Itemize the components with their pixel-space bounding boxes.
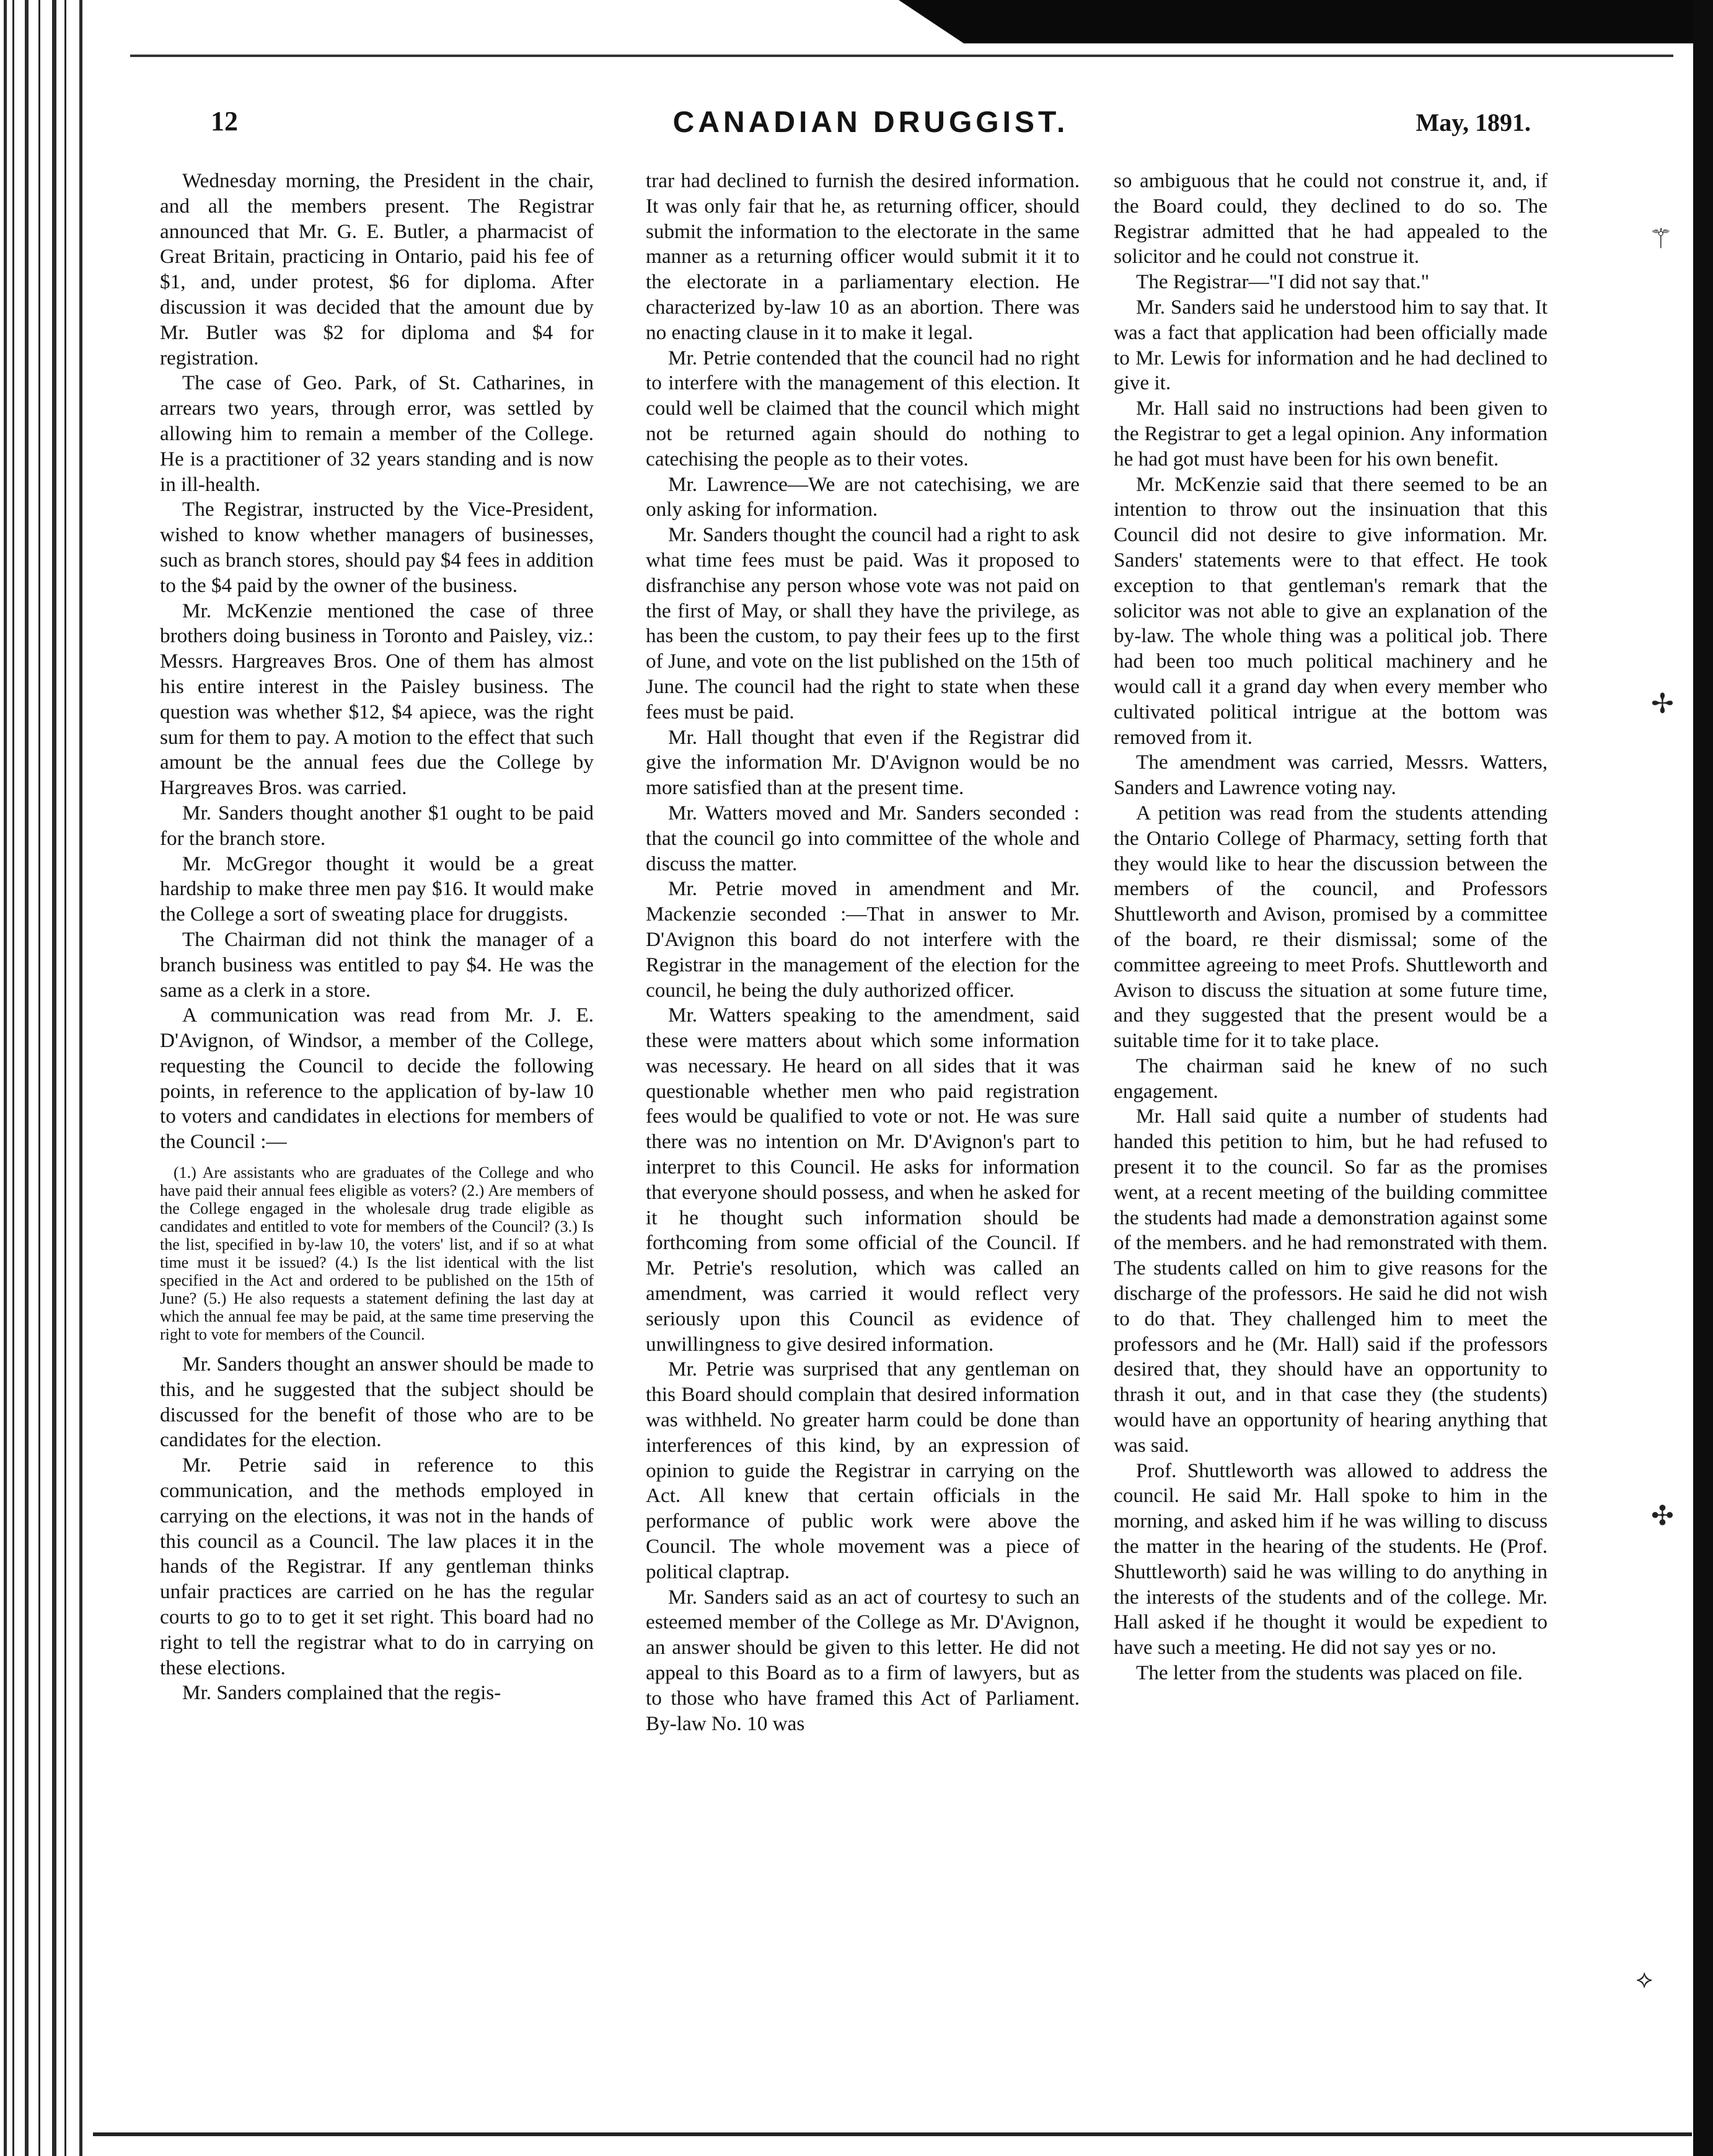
article-paragraph: Mr. Hall thought that even if the Registrar did give the information Mr. D'Avignon would be no more satisfied than at the present time. [646,725,1080,800]
scan-corner-shadow [899,0,1713,43]
article-paragraph: The case of Geo. Park, of St. Catharines, in arrears two years, through error, was settled by allowing him to remain a member of the College. He is a practitioner of 32 years standing and is now in ill-health. [160,371,594,496]
article-paragraph: Mr. Sanders thought an answer should be made to this, and he suggested that the subject should be discussed for the benefit of those who are to be candidates for the election. [160,1353,594,1452]
margin-ornament-icon: ✣ [1651,1500,1674,1532]
journal-title: CANADIAN DRUGGIST. [672,106,1069,139]
bottom-rule [93,2132,1692,2136]
article-paragraph: Mr. Sanders said he understood him to say that. It was a fact that application had been officially made to Mr. Lewis for information and he had declined to give it. [1114,295,1548,395]
article-paragraph: Mr. Watters moved and Mr. Sanders seconded : that the council go into committee of the whole and discuss the matter. [646,801,1080,875]
article-paragraph: Mr. Lawrence—We are not catechising, we are only asking for information. [646,472,1080,521]
text-column-3 [1114,169,1548,1686]
article-paragraph: The Registrar, instructed by the Vice-President, wished to know whether managers of businesses, such as branch stores, should pay $4 fees in addition to the $4 paid by the owner of the business. [160,498,594,597]
article-paragraph: Prof. Shuttleworth was allowed to address the council. He said Mr. Hall spoke to him in the morning, and asked him if he was willing to discuss the matter in the hearing of the students. He (Prof. Shuttleworth) said he was willing to do anything in the interests of the students and of the college. Mr. Hall asked if he thought it would be expedient to have such a meeting. He did not say yes or no. [1114,1459,1548,1659]
article-paragraph: Mr. Petrie contended that the council had no right to interfere with the management of this election. It could well be claimed that the council which might not be returned again should do nothing to catechising the people as to their votes. [646,346,1080,471]
article-paragraph: A petition was read from the students attending the Ontario College of Pharmacy, setting forth that they would like to hear the discussion between the members of the council, and Professors Shuttleworth and Avison, promised by a committee of the board, re their dismissal; some of the committee agreeing to meet Profs. Shuttleworth and Avison to discuss the situation at some future time, and they suggested that the present would be a suitable time for it to take place. [1114,801,1548,1053]
issue-date: May, 1891. [1416,108,1531,136]
article-paragraph: Wednesday morning, the President in the chair, and all the members present. The Registrar announced that Mr. G. E. Butler, a pharmacist of Great Britain, practicing in Ontario, paid his fee of $1, and, under protest, $6 for diploma. After discussion it was decided that the amount due by Mr. Butler was $2 for diploma and $4 for registration. [160,169,594,369]
page-number: 12 [211,106,238,136]
article-paragraph: Mr. Petrie moved in amendment and Mr. Mackenzie seconded :—That in answer to Mr. D'Avignon this board do not interfere with the Registrar in the management of the election for the council, he being the duly authorized officer. [646,877,1080,1002]
quoted-letter-paragraph: (1.) Are assistants who are graduates of the College and who have paid their annual fees eligible as voters? (2.) Are members of the College engaged in the wholesale drug trade eligible as candidates and entitled to vote for members of the Council? (3.) Is the list, specified in by-law 10, the voters' list, and if so at what time must it be issued? (4.) Is the list identical with the list specified in the Act and ordered to be published on the 15th of June? (5.) He also requests a statement defining the last day at which the annual fee may be paid, at the same time preserving the right to vote for members of the Council. [160,1164,594,1344]
article-paragraph: Mr. McKenzie mentioned the case of three brothers doing business in Toronto and Paisley, viz.: Messrs. Hargreaves Bros. One of them has almost his entire interest in the Paisley business. The question was whether $12, $4 apiece, was the right sum for them to pay. A motion to the effect that such amount be the annual fees due the College by Hargreaves Bros. was carried. [160,599,594,800]
running-header [211,105,1531,149]
article-paragraph: Mr. Hall said no instructions had been given to the Registrar to get a legal opinion. Any information he had got must have been for his own benefit. [1114,397,1548,471]
top-rule [130,55,1673,57]
article-paragraph: Mr. Sanders complained that the regis- [182,1681,501,1705]
article-paragraph: The letter from the students was placed on file. [1136,1661,1523,1685]
article-paragraph: The Registrar—"I did not say that." [1136,270,1430,294]
article-paragraph: The amendment was carried, Messrs. Watters, Sanders and Lawrence voting nay. [1114,751,1548,800]
article-paragraph: A communication was read from Mr. J. E. D'Avignon, of Windsor, a member of the College, requesting the Council to decide the following points, in reference to the application of by-law 10 to voters and candidates in elections for members of the Council :— [160,1004,594,1154]
text-column-2 [646,169,1080,1736]
scan-left-binding [0,0,93,2156]
article-paragraph: Mr. Watters speaking to the amendment, said these were matters about which some information was necessary. He heard on all sides that it was questionable whether men who paid registration fees would be qualified to vote or not. He was sure there was no intention on Mr. D'Avignon's part to interpret to this Council. He asks for information that everyone should possess, and when he asked for it he thought such information should be forthcoming from some official of the Council. If Mr. Petrie's resolution, which was called an amendment, was carried it would reflect very seriously upon this Council as evidence of unwillingness to give desired information. [646,1004,1080,1356]
margin-ornament-icon: ⚚ [1649,223,1673,255]
article-paragraph: Mr. Sanders thought another $1 ought to be paid for the branch store. [160,801,594,850]
article-paragraph: Mr. Sanders said as an act of courtesy to such an esteemed member of the College as Mr. D'Avignon, an answer should be given to this letter. He did not appeal to this Board as to a firm of lawyers, but as to those who have framed this Act of Parliament. By-law No. 10 was [646,1585,1080,1735]
article-paragraph: Mr. Petrie was surprised that any gentleman on this Board should complain that desired information was withheld. No greater harm could be done than interferences of this kind, by an expression of opinion to guide the Registrar in carrying on the Act. All knew that certain officials in the performance of public work were above the Council. The whole movement was a piece of political claptrap. [646,1358,1080,1583]
text-column-1 [160,169,594,1706]
margin-ornament-icon: ✢ [1651,688,1674,720]
article-paragraph: so ambiguous that he could not construe it, and, if the Board could, they declined to do so. The Registrar admitted that he had appealed to the solicitor and he could not construe it. [1114,169,1548,268]
article-paragraph: Mr. McKenzie said that there seemed to be an intention to throw out the insinuation that this Council did not desire to give information. Mr. Sanders' statements were to that effect. He took exception to that gentleman's remark that the solicitor was not able to give an explanation of the by-law. The whole thing was a political job. There had been too much political machinery and he would call it a grand day when every member who cultivated political intrigue at the bottom was removed from it. [1114,472,1548,749]
article-paragraph: The Chairman did not think the manager of a branch business was entitled to pay $4. He was the same as a clerk in a store. [160,927,594,1002]
article-paragraph: Mr. McGregor thought it would be a great hardship to make three men pay $16. It would make the College a sort of sweating place for druggists. [160,852,594,926]
article-paragraph: Mr. Petrie said in reference to this communication, and the methods employed in carrying on the elections, it was not in the hands of this council as a Council. The law places it in the hands of the Registrar. If any gentleman thinks unfair practices are carried on he has the regular courts to go to to get it set right. This board had no right to tell the registrar what to do in carrying on these elections. [160,1454,594,1679]
margin-ornament-icon: ⟡ [1636,1965,1653,1994]
article-paragraph: Mr. Hall said quite a number of students had handed this petition to him, but he had refused to present it to the council. So far as the promises went, at a recent meeting of the building committee the students had made a demonstration against some of the members. and he had remonstrated with them. The students called on him to give reasons for the discharge of the professors. He said he did not wish to do that. They challenged him to meet the professors and he (Mr. Hall) said if the professors desired that, they should have an opportunity to thrash it out, and in that case they (the students) would have an opportunity of hearing anything that was said. [1114,1105,1548,1457]
article-paragraph: The chairman said he knew of no such engagement. [1114,1054,1548,1103]
article-paragraph: trar had declined to furnish the desired information. It was only fair that he, as returning officer, should submit the information to the electorate in the same manner as a returning officer would submit it it to the electorate in a parliamentary election. He characterized by-law 10 as an abortion. There was no enacting clause in it to make it legal. [646,169,1080,344]
article-paragraph: Mr. Sanders thought the council had a right to ask what time fees must be paid. Was it proposed to disfranchise any person whose vote was not paid on the first of May, or shall they have the privilege, as has been the custom, to pay their fees up to the first of June, and vote on the list published on the 15th of June. The council had the right to state when these fees must be paid. [646,523,1080,723]
scan-right-edge [1693,0,1713,2156]
